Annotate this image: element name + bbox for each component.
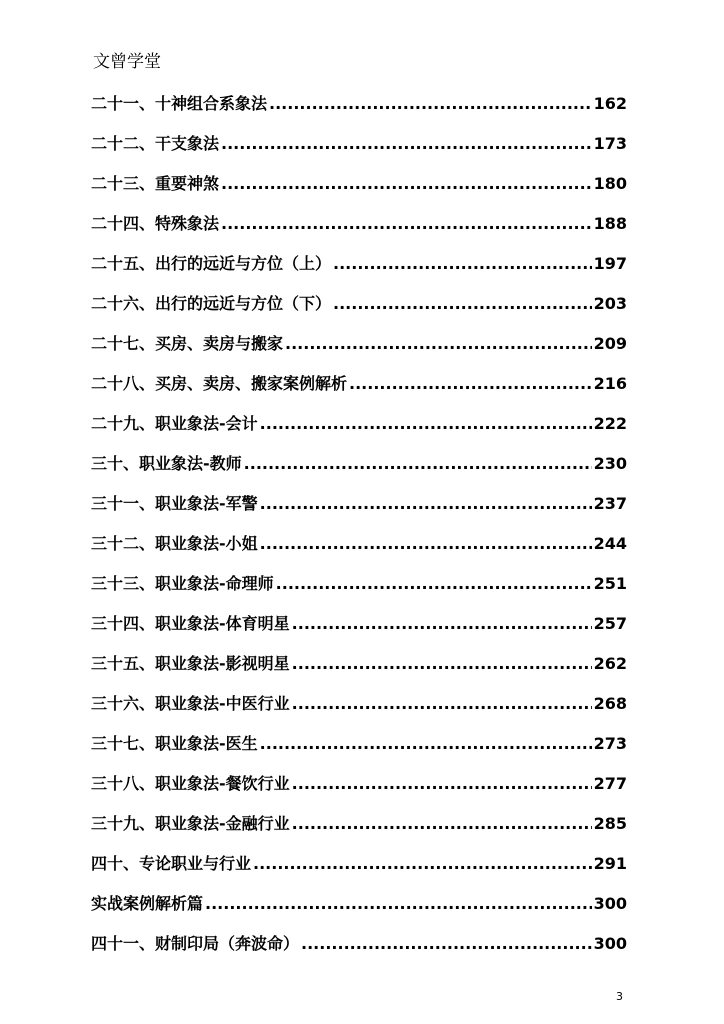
toc-entry-page: 300 [593,894,627,913]
toc-entry[interactable] [91,650,627,690]
toc-leader-dots [333,290,592,318]
toc-leader-dots [292,770,592,798]
toc-entry-page: 222 [593,414,627,433]
toc-leader-dots [292,690,592,718]
toc-entry-page: 291 [593,854,627,873]
toc-leader-dots [205,890,592,918]
toc-entry-page: 216 [593,374,627,393]
toc-entry-title: 四十一、财制印局（奔波命） [91,934,300,953]
toc-entry[interactable] [91,850,627,890]
toc-entry-page: 162 [593,94,627,113]
toc-entry-title: 三十七、职业象法-医生 [91,734,258,753]
toc-leader-dots [292,610,592,638]
toc-leader-dots [301,930,592,958]
toc-entry[interactable] [91,290,627,330]
toc-entry-title: 二十四、特殊象法 [91,214,220,233]
toc-entry[interactable] [91,90,627,130]
toc-entry[interactable] [91,170,627,210]
toc-entry-page: 285 [593,814,627,833]
toc-entry-page: 251 [593,574,627,593]
toc-entry-title: 三十三、职业象法-命理师 [91,574,274,593]
toc-entry-page: 203 [593,294,627,313]
toc-entry-page: 173 [593,134,627,153]
toc-entry[interactable] [91,610,627,650]
toc-leader-dots [292,810,592,838]
toc-entry-title: 二十八、买房、卖房、搬家案例解析 [91,374,348,393]
toc-entry[interactable] [91,530,627,570]
toc-leader-dots [292,650,592,678]
toc-entry-title: 二十九、职业象法-会计 [91,414,258,433]
toc-entry[interactable] [91,370,627,410]
toc-entry[interactable] [91,810,627,850]
toc-entry-title: 二十一、十神组合系象法 [91,94,268,113]
toc-entry-title: 三十一、职业象法-军警 [91,494,258,513]
toc-leader-dots [260,730,592,758]
toc-entry[interactable] [91,130,627,170]
toc-leader-dots [244,450,592,478]
toc-entry[interactable] [91,330,627,370]
toc-entry-title: 三十八、职业象法-餐饮行业 [91,774,290,793]
toc-entry-title: 三十二、职业象法-小姐 [91,534,258,553]
toc-entry[interactable] [91,890,627,930]
toc-entry-title: 三十九、职业象法-金融行业 [91,814,290,833]
toc-entry[interactable] [91,410,627,450]
toc-entry-title: 四十、专论职业与行业 [91,854,252,873]
toc-entry[interactable] [91,450,627,490]
toc-entry-page: 197 [593,254,627,273]
table-of-contents [91,90,627,970]
toc-leader-dots [285,330,592,358]
toc-entry-page: 300 [593,934,627,953]
toc-leader-dots [333,250,592,278]
toc-entry-title: 二十二、干支象法 [91,134,220,153]
toc-entry[interactable] [91,930,627,970]
toc-entry-page: 257 [593,614,627,633]
toc-entry[interactable] [91,250,627,290]
toc-entry[interactable] [91,490,627,530]
toc-entry-title: 二十三、重要神煞 [91,174,220,193]
toc-leader-dots [260,490,592,518]
toc-leader-dots [349,370,592,398]
toc-leader-dots [221,130,592,158]
toc-entry-title: 二十五、出行的远近与方位（上） [91,254,332,273]
toc-entry[interactable] [91,730,627,770]
toc-entry-page: 230 [593,454,627,473]
toc-entry-page: 273 [593,734,627,753]
toc-entry-page: 180 [593,174,627,193]
toc-entry[interactable] [91,770,627,810]
toc-entry-title: 三十、职业象法-教师 [91,454,242,473]
toc-entry-title: 三十六、职业象法-中医行业 [91,694,290,713]
toc-entry-page: 277 [593,774,627,793]
toc-entry-page: 262 [593,654,627,673]
toc-entry[interactable] [91,690,627,730]
toc-leader-dots [253,850,592,878]
toc-entry-page: 237 [593,494,627,513]
toc-entry-page: 209 [593,334,627,353]
toc-entry-title: 实战案例解析篇 [91,894,204,913]
toc-entry-title: 三十四、职业象法-体育明星 [91,614,290,633]
toc-leader-dots [276,570,592,598]
toc-leader-dots [260,530,592,558]
toc-entry-page: 268 [593,694,627,713]
toc-leader-dots [260,410,592,438]
toc-entry-page: 188 [593,214,627,233]
toc-leader-dots [221,170,592,198]
toc-entry-title: 三十五、职业象法-影视明星 [91,654,290,673]
toc-entry[interactable] [91,570,627,610]
toc-entry-title: 二十六、出行的远近与方位（下） [91,294,332,313]
toc-leader-dots [221,210,592,238]
page-number: 3 [616,990,623,1003]
document-header: 文曾学堂 [93,52,161,72]
toc-entry-page: 244 [593,534,627,553]
toc-leader-dots [269,90,592,118]
toc-entry[interactable] [91,210,627,250]
toc-entry-title: 二十七、买房、卖房与搬家 [91,334,284,353]
